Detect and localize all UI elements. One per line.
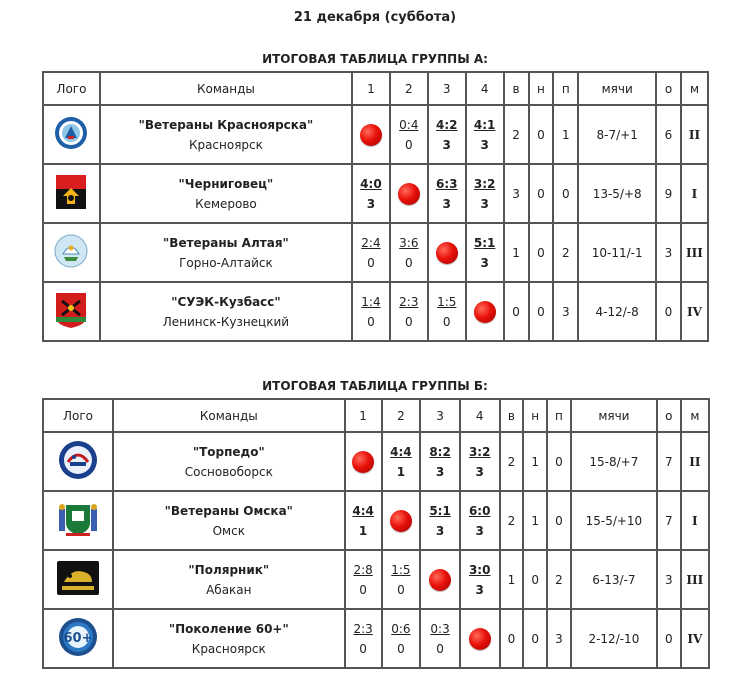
place-cell: IV <box>681 282 708 341</box>
match-points: 0 <box>397 582 405 597</box>
match-points: 3 <box>435 464 445 479</box>
polyarnik-logo-icon <box>56 560 100 599</box>
team-cell <box>113 550 345 609</box>
goals-cell: 2-12/-10 <box>571 609 657 668</box>
ball-icon <box>360 124 382 146</box>
team-logo-cell <box>43 223 100 282</box>
team-logo-cell <box>43 550 113 609</box>
header-cell: Лого <box>43 399 113 432</box>
match-points: 3 <box>475 523 484 538</box>
match-points: 1 <box>396 464 406 479</box>
match-score[interactable]: 5:1 <box>429 503 451 518</box>
header-cell: 4 <box>466 72 504 105</box>
table-row <box>43 491 709 550</box>
header-cell: мячи <box>578 72 656 105</box>
header-cell: Команды <box>100 72 352 105</box>
team-city: Красноярск <box>188 137 263 152</box>
header-cell: м <box>681 399 709 432</box>
team-cell <box>100 282 352 341</box>
match-result-cell <box>428 105 466 164</box>
goals-cell: 15-5/+10 <box>571 491 657 550</box>
team-city: Горно-Алтайск <box>179 255 273 270</box>
header-cell: п <box>553 72 578 105</box>
points-cell: 0 <box>656 282 681 341</box>
draws-cell: 0 <box>529 164 554 223</box>
header-cell: в <box>504 72 529 105</box>
wins-cell: 2 <box>504 105 529 164</box>
match-score[interactable]: 3:0 <box>468 562 491 577</box>
match-points: 0 <box>405 137 413 152</box>
points-cell: 3 <box>657 550 681 609</box>
table-row <box>43 550 709 609</box>
team-name: "Ветераны Омска" <box>164 503 293 518</box>
match-score[interactable]: 0:4 <box>399 117 419 132</box>
table-header-row <box>43 399 709 432</box>
match-points: 0 <box>405 314 413 329</box>
table-row <box>43 282 708 341</box>
header-cell: н <box>523 399 547 432</box>
losses-cell: 2 <box>547 550 571 609</box>
ball-icon <box>429 569 451 591</box>
draws-cell: 0 <box>529 105 554 164</box>
svg-text:60+: 60+ <box>63 631 93 646</box>
match-points: 0 <box>359 641 367 656</box>
match-points: 0 <box>367 255 375 270</box>
match-score[interactable]: 3:2 <box>468 444 491 459</box>
draws-cell: 0 <box>523 550 547 609</box>
wins-cell: 1 <box>504 223 529 282</box>
wins-cell: 0 <box>504 282 529 341</box>
match-result-cell <box>466 223 504 282</box>
match-result-cell <box>428 164 466 223</box>
table-row <box>43 432 709 491</box>
team-name: "Черниговец" <box>178 176 274 191</box>
match-points: 3 <box>435 523 445 538</box>
ball-icon <box>352 451 374 473</box>
match-score[interactable]: 0:3 <box>430 621 450 636</box>
wins-cell: 2 <box>500 491 524 550</box>
match-score[interactable]: 0:6 <box>391 621 411 636</box>
match-score[interactable]: 1:5 <box>391 562 411 577</box>
match-score[interactable]: 1:4 <box>361 294 381 309</box>
match-result-cell <box>428 282 466 341</box>
self-match-cell <box>382 491 421 550</box>
suek-kuzbass-logo-icon <box>54 291 88 332</box>
wins-cell: 0 <box>500 609 524 668</box>
team-logo-cell <box>43 282 100 341</box>
match-result-cell <box>420 432 460 491</box>
team-logo-cell <box>43 491 113 550</box>
draws-cell: 1 <box>523 491 547 550</box>
match-points: 0 <box>436 641 444 656</box>
header-cell: 3 <box>420 399 460 432</box>
place-cell: III <box>681 550 709 609</box>
match-score[interactable]: 3:6 <box>399 235 419 250</box>
header-cell: 3 <box>428 72 466 105</box>
place-cell: II <box>681 432 709 491</box>
match-points: 3 <box>475 464 484 479</box>
match-result-cell <box>345 491 382 550</box>
match-result-cell <box>352 282 390 341</box>
header-cell: н <box>529 72 554 105</box>
team-cell <box>100 223 352 282</box>
match-score[interactable]: 4:1 <box>473 117 496 132</box>
goals-cell: 13-5/+8 <box>578 164 656 223</box>
header-cell: 2 <box>390 72 428 105</box>
team-city: Кемерово <box>195 196 257 211</box>
header-cell: 2 <box>382 399 421 432</box>
match-score[interactable]: 8:2 <box>429 444 451 459</box>
table-header-row <box>43 72 708 105</box>
match-points: 0 <box>442 314 451 329</box>
match-result-cell <box>390 282 428 341</box>
goals-cell: 10-11/-1 <box>578 223 656 282</box>
torpedo-logo-icon <box>58 440 98 483</box>
ball-icon <box>436 242 458 264</box>
team-name: "Торпедо" <box>192 444 265 459</box>
points-cell: 7 <box>657 432 681 491</box>
self-match-cell <box>390 164 428 223</box>
place-cell: II <box>681 105 708 164</box>
team-logo-cell <box>43 105 100 164</box>
team-city: Сосновоборск <box>184 464 273 479</box>
points-cell: 7 <box>657 491 681 550</box>
altai-veterans-logo-icon <box>54 234 88 271</box>
points-cell: 0 <box>657 609 681 668</box>
match-score[interactable]: 3:2 <box>473 176 496 191</box>
match-score[interactable]: 4:4 <box>352 503 374 518</box>
group-a-caption: ИТОГОВАЯ ТАБЛИЦА ГРУППЫ А: <box>262 52 488 66</box>
match-score[interactable]: 4:0 <box>360 176 382 191</box>
goals-cell: 8-7/+1 <box>578 105 656 164</box>
match-score[interactable]: 4:4 <box>390 444 412 459</box>
place-cell: I <box>681 164 708 223</box>
team-cell <box>113 491 345 550</box>
header-cell: 4 <box>460 399 500 432</box>
self-match-cell <box>460 609 500 668</box>
match-result-cell <box>390 223 428 282</box>
wins-cell: 2 <box>500 432 524 491</box>
draws-cell: 0 <box>529 223 554 282</box>
header-cell: Лого <box>43 72 100 105</box>
team-logo-cell <box>43 609 113 668</box>
losses-cell: 3 <box>547 609 571 668</box>
match-score[interactable]: 2:8 <box>353 562 373 577</box>
table-row <box>43 609 709 668</box>
ball-icon <box>390 510 412 532</box>
header-cell: Команды <box>113 399 345 432</box>
match-points: 0 <box>367 314 375 329</box>
ball-icon <box>469 628 491 650</box>
draws-cell: 1 <box>523 432 547 491</box>
ball-icon <box>474 301 496 323</box>
self-match-cell <box>428 223 466 282</box>
omsk-veterans-logo-icon <box>56 499 100 542</box>
match-score[interactable]: 6:0 <box>468 503 491 518</box>
match-result-cell <box>420 609 460 668</box>
header-cell: мячи <box>571 399 657 432</box>
draws-cell: 0 <box>529 282 554 341</box>
page-date: 21 декабря (суббота) <box>293 10 457 25</box>
team-cell <box>113 432 345 491</box>
match-points: 3 <box>442 137 451 152</box>
place-cell: I <box>681 491 709 550</box>
match-score[interactable]: 6:3 <box>435 176 458 191</box>
krasnoyarsk-veterans-logo-icon <box>54 116 88 153</box>
team-logo-cell <box>43 164 100 223</box>
table-row <box>43 164 708 223</box>
self-match-cell <box>345 432 382 491</box>
team-name: "Полярник" <box>188 562 270 577</box>
match-score[interactable]: 5:1 <box>473 235 496 250</box>
header-cell: п <box>547 399 571 432</box>
draws-cell: 0 <box>523 609 547 668</box>
match-points: 1 <box>358 523 368 538</box>
match-result-cell <box>352 164 390 223</box>
team-name: "Ветераны Алтая" <box>163 235 289 250</box>
match-result-cell <box>382 550 421 609</box>
group-b-caption: ИТОГОВАЯ ТАБЛИЦА ГРУППЫ Б: <box>262 379 488 393</box>
losses-cell: 2 <box>553 223 578 282</box>
match-points: 0 <box>397 641 405 656</box>
match-score[interactable]: 4:2 <box>435 117 458 132</box>
self-match-cell <box>352 105 390 164</box>
pokolenie-60-logo-icon <box>58 617 98 660</box>
wins-cell: 3 <box>504 164 529 223</box>
team-name: "СУЭК-Кузбасс" <box>171 294 281 309</box>
match-points: 3 <box>366 196 376 211</box>
header-cell: м <box>681 72 708 105</box>
losses-cell: 3 <box>553 282 578 341</box>
match-points: 3 <box>480 255 489 270</box>
team-city: Красноярск <box>191 641 266 656</box>
chernigovets-logo-icon <box>55 174 87 213</box>
goals-cell: 15-8/+7 <box>571 432 657 491</box>
match-result-cell <box>460 491 500 550</box>
header-cell: 1 <box>345 399 382 432</box>
match-points: 3 <box>475 582 484 597</box>
goals-cell: 6-13/-7 <box>571 550 657 609</box>
match-points: 3 <box>480 137 489 152</box>
match-score[interactable]: 2:4 <box>361 235 381 250</box>
team-cell <box>113 609 345 668</box>
table-row <box>43 105 708 164</box>
self-match-cell <box>420 550 460 609</box>
points-cell: 9 <box>656 164 681 223</box>
team-logo-cell <box>43 432 113 491</box>
match-result-cell <box>460 432 500 491</box>
points-cell: 3 <box>656 223 681 282</box>
header-cell: о <box>656 72 681 105</box>
match-result-cell <box>466 105 504 164</box>
group-a-table <box>42 71 709 342</box>
match-result-cell <box>345 609 382 668</box>
match-result-cell <box>420 491 460 550</box>
losses-cell: 1 <box>553 105 578 164</box>
team-cell <box>100 105 352 164</box>
match-result-cell <box>382 432 421 491</box>
match-score[interactable]: 2:3 <box>353 621 373 636</box>
match-points: 0 <box>405 255 413 270</box>
team-name: "Поколение 60+" <box>168 621 289 636</box>
match-points: 3 <box>442 196 451 211</box>
team-cell <box>100 164 352 223</box>
match-points: 3 <box>480 196 489 211</box>
match-result-cell <box>390 105 428 164</box>
place-cell: III <box>681 223 708 282</box>
match-score[interactable]: 1:5 <box>437 294 457 309</box>
place-cell: IV <box>681 609 709 668</box>
losses-cell: 0 <box>553 164 578 223</box>
header-cell: в <box>500 399 524 432</box>
match-result-cell <box>382 609 421 668</box>
wins-cell: 1 <box>500 550 524 609</box>
header-cell: 1 <box>352 72 390 105</box>
match-result-cell <box>466 164 504 223</box>
team-city: Ленинск-Кузнецкий <box>162 314 290 329</box>
match-result-cell <box>460 550 500 609</box>
match-result-cell <box>345 550 382 609</box>
losses-cell: 0 <box>547 491 571 550</box>
header-cell: о <box>657 399 681 432</box>
goals-cell: 4-12/-8 <box>578 282 656 341</box>
team-name: "Ветераны Красноярска" <box>138 117 314 132</box>
ball-icon <box>398 183 420 205</box>
team-city: Абакан <box>206 582 252 597</box>
team-city: Омск <box>212 523 245 538</box>
losses-cell: 0 <box>547 432 571 491</box>
match-score[interactable]: 2:3 <box>399 294 419 309</box>
table-row <box>43 223 708 282</box>
match-result-cell <box>352 223 390 282</box>
match-points: 0 <box>359 582 367 597</box>
group-b-table <box>42 398 710 669</box>
points-cell: 6 <box>656 105 681 164</box>
self-match-cell <box>466 282 504 341</box>
